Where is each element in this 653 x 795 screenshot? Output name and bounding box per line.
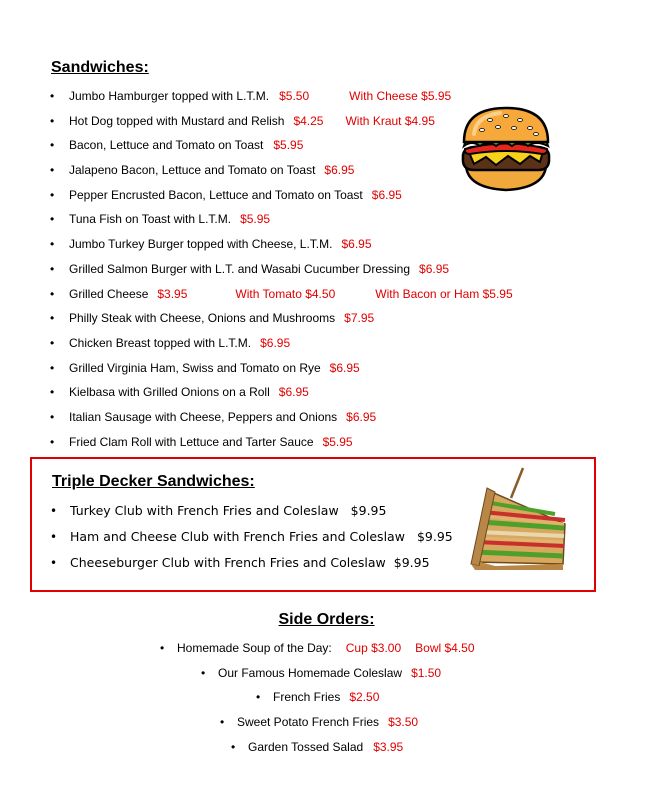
item-price: $5.95 [273,138,304,153]
item-price: $3.95 [157,286,188,301]
item-price: $7.95 [344,311,375,326]
item-name: Sweet Potato French Fries [237,715,380,730]
item-name: Fried Clam Roll with Lettuce and Tarter Sauce [69,434,314,449]
triple-decker-heading: Triple Decker Sandwiches: [52,473,255,490]
list-item [50,207,513,232]
item-extra-price-2: With Bacon or Ham $5.95 [375,286,513,301]
list-item [50,282,513,307]
item-price: $6.95 [419,261,450,276]
item-name: French Fries [273,690,341,705]
triple-decker-list [50,498,453,576]
list-item [50,133,513,158]
item-name: Jumbo Hamburger topped with L.T.M. [69,89,270,103]
list-item [50,257,513,282]
item-name: Tuna Fish on Toast with L.T.M. [69,212,232,227]
list-item [50,524,453,550]
list-item [50,430,513,455]
list-item [50,109,513,134]
sandwiches-heading: Sandwiches: [51,59,149,76]
list-item [220,710,418,735]
list-item [50,380,513,405]
item-name: Homemade Soup of the Day: [177,641,332,655]
item-name: Turkey Club with French Fries and Coleslaw [70,503,339,518]
item-price: $5.95 [322,434,353,449]
list-item [50,306,513,331]
item-name: Chicken Breast topped with L.T.M. [69,335,252,350]
item-name: Grilled Cheese [69,286,149,301]
list-item [50,550,453,576]
item-name: Italian Sausage with Cheese, Peppers and Onions [69,409,338,424]
list-item [50,498,453,524]
item-name: Our Famous Homemade Coleslaw [218,665,403,680]
item-extra-price: With Cheese $5.95 [349,89,452,103]
item-price: $5.95 [240,212,271,227]
item-name: Jumbo Turkey Burger topped with Cheese, L.T.M. [69,237,333,252]
item-price: $9.95 [393,555,430,570]
item-name: Pepper Encrusted Bacon, Lettuce and Tomato on Toast [69,187,363,202]
item-name: Jalapeno Bacon, Lettuce and Tomato on Toast [69,163,316,178]
side-orders-heading: Side Orders: [278,611,375,628]
item-price: $6.95 [329,360,360,375]
list-item [50,232,513,257]
item-name: Philly Steak with Cheese, Onions and Mushrooms [69,311,336,326]
item-price-bowl: Bowl $4.50 [415,641,475,655]
item-price: $9.95 [350,503,387,518]
item-price: $2.50 [349,690,380,705]
list-item [231,735,403,760]
item-price: $1.50 [411,665,442,680]
list-item [50,84,513,109]
item-price: $3.95 [373,739,404,754]
item-name: Cheeseburger Club with French Fries and Coleslaw [70,555,386,570]
list-item [50,405,513,430]
club-sandwich-icon [465,466,569,582]
item-price: $5.50 [279,89,310,103]
item-price: $6.95 [324,163,355,178]
item-price: $6.95 [260,335,291,350]
item-price: $6.95 [371,187,402,202]
item-name: Kielbasa with Grilled Onions on a Roll [69,385,270,400]
item-extra-price: With Kraut $4.95 [345,113,435,128]
hamburger-icon [460,104,552,194]
list-item [50,356,513,381]
item-price: $4.25 [293,113,324,128]
list-item [256,685,379,710]
item-price: $6.95 [346,409,377,424]
item-name: Hot Dog topped with Mustard and Relish [69,113,285,128]
item-extra-price: With Tomato $4.50 [235,286,336,301]
list-item [50,183,513,208]
item-name: Ham and Cheese Club with French Fries and Coleslaw [70,529,405,544]
sandwich-list [50,84,513,454]
list-item [50,158,513,183]
list-item [160,636,475,661]
item-price: $6.95 [278,385,309,400]
item-name: Grilled Virginia Ham, Swiss and Tomato on Rye [69,360,321,375]
item-price-cup: Cup $3.00 [345,641,402,655]
item-price: $9.95 [416,529,453,544]
item-name: Bacon, Lettuce and Tomato on Toast [69,138,264,153]
list-item [201,661,441,686]
item-price: $6.95 [341,237,372,252]
item-name: Grilled Salmon Burger with L.T. and Wasabi Cucumber Dressing [69,261,411,276]
item-name: Garden Tossed Salad [248,739,364,754]
item-price: $3.50 [388,715,419,730]
list-item [50,331,513,356]
